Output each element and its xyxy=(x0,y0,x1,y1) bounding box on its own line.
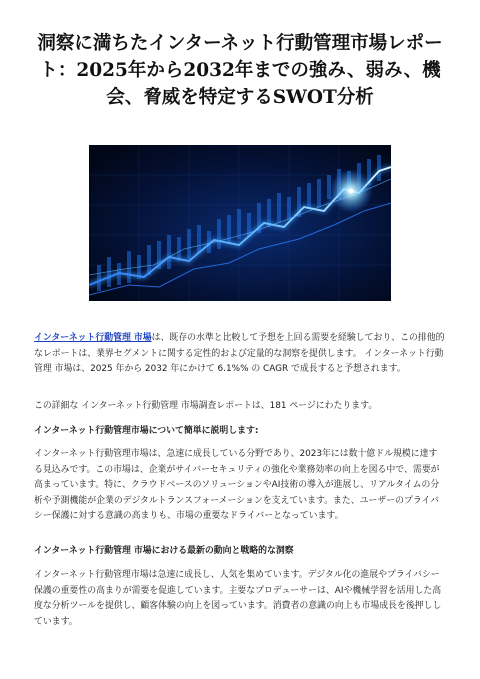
pages-note: この詳細な インターネット行動管理 市場調査レポートは、181 ページにわたります。 xyxy=(34,401,378,411)
page-title: 洞察に満ちたインターネット行動管理市場レポート：2025年から2032年までの強み、弱み、機会、脅威を特定するSWOT分析 xyxy=(37,33,443,108)
growth-chart-image xyxy=(89,145,391,301)
intro-text: は、既存の水準と比較して予想を上回る需要を経験しており、この排他的なレポートは、業界セグメントに関する定性的および定量的な洞察を提供します。 インターネット行動管理 市場は、2025 年から 2032 年にかけて 6.1%% の CAGR で成長すると予想されます。 xyxy=(34,333,445,374)
section-heading-trends: インターネット行動管理 市場における最新の動向と戦略的な洞察 xyxy=(34,546,294,556)
trends-paragraph: インターネット行動管理市場は急速に成長し、人気を集めています。デジタル化の進展やプライバシー保護の重要性の高まりが需要を促進しています。主要なプロデューサーは、AIや機械学習を活用した高度な分析ツールを提供し、顧客体験の向上を図っています。消費者の意識の向上も市場成長を後押ししています。 xyxy=(34,570,442,627)
intro-paragraph xyxy=(34,331,446,378)
section-heading-overview: インターネット行動管理市場について簡単に説明します: xyxy=(34,426,259,436)
overview-paragraph: インターネット行動管理市場は、急速に成長している分野であり、2023年には数十億ドル規模に達する見込みです。この市場は、企業がサイバーセキュリティの強化や業務効率の向上を図る中で、需要が高まっています。特に、クラウドベースのソリューションやAI技術の導入が進展し、リアルタイムの分析や予測機能が企業のデジタルトランスフォーメーションを支えています。また、ユーザーのプライバシー保護に対する意識の高まりも、市場の重要なドライバーとなっています。 xyxy=(34,449,440,521)
market-link[interactable]: インターネット行動管理 市場 xyxy=(34,333,152,343)
